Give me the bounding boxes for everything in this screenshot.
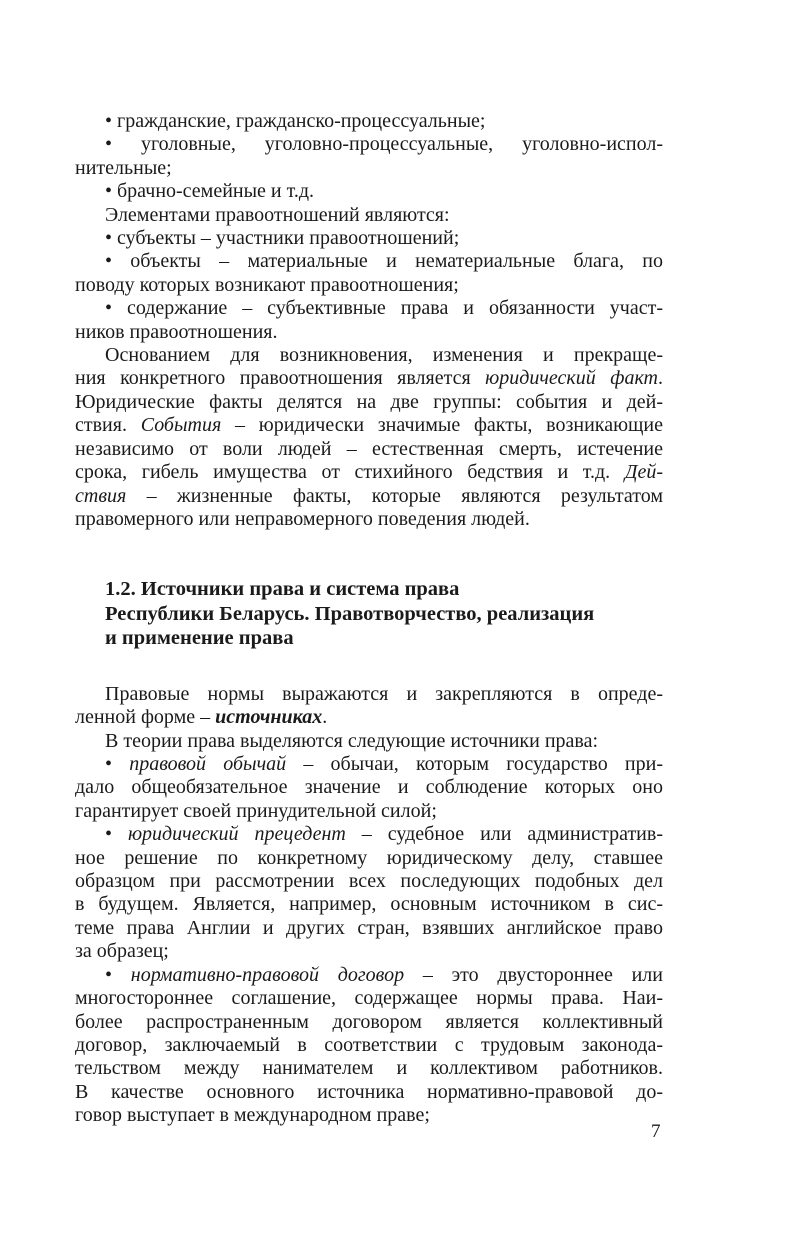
list-item	[75, 297, 663, 344]
text-line: теме права Англии и других стран, взявших английское право	[75, 916, 663, 939]
book-page	[75, 110, 663, 1128]
text-line: Основанием для возникновения, изменения и прекраще-	[105, 344, 663, 367]
term-emphasis: источниках	[215, 706, 323, 729]
text-line: договор, заключаемый в соответствии с трудовым законода-	[75, 1033, 663, 1056]
text-line: правомерного или неправомерного поведения людей.	[75, 507, 530, 530]
text-line: в будущем. Является, например, основным источником в сис-	[75, 893, 663, 916]
text-line: дало общеобязательное значение и соблюдение которых оно	[75, 776, 663, 799]
text-line: ное решение по конкретному юридическому делу, ставшее	[75, 846, 663, 869]
text-line: ния конкретного правоотношения является юридический факт.	[75, 367, 664, 390]
paragraph-line: Элементами правоотношений являются:	[105, 203, 450, 226]
text-line: • правовой обычай – обычаи, которым государство при-	[105, 753, 663, 776]
paragraph-legal-facts	[75, 344, 663, 531]
term-emphasis: нормативно-правовой договор	[130, 963, 405, 986]
term-emphasis: юридический факт	[485, 367, 659, 390]
text-line: Правовые нормы выражаются и закрепляются в опреде-	[105, 682, 663, 705]
paragraph-sources	[75, 683, 663, 730]
text-line: многостороннее соглашение, содержащее нормы права. Наи-	[75, 987, 663, 1010]
text-line: срока, гибель имущества от стихийного бедствия и т.д. Дей-	[75, 461, 663, 484]
term-emphasis: ствия	[75, 484, 127, 507]
text-line: • содержание – субъективные права и обязанности участ-	[105, 297, 663, 320]
heading-line: и применение права	[105, 627, 294, 650]
text-line: более распространенным договором является коллективный	[75, 1010, 663, 1033]
list-item	[75, 964, 663, 1128]
text-line: • брачно-семейные и т.д.	[105, 180, 315, 203]
term-emphasis: юридический прецедент	[127, 823, 346, 846]
list-item	[75, 180, 663, 203]
heading-line: 1.2. Источники права и система права	[105, 578, 460, 601]
text-line: • юридический прецедент – судебное или административ-	[105, 823, 663, 846]
text-line: гарантирует своей принудительной силой;	[75, 799, 437, 822]
text-line: нительные;	[75, 156, 172, 179]
list-item	[75, 227, 663, 250]
paragraph-line: В теории права выделяются следующие источники права:	[105, 729, 599, 752]
text-line: говор выступает в международном праве;	[75, 1104, 430, 1127]
text-line: ников правоотношения.	[75, 320, 278, 343]
term-emphasis: Дей-	[624, 461, 663, 484]
list-item	[75, 133, 663, 180]
list-item	[75, 110, 663, 133]
section-heading	[75, 577, 663, 651]
term-emphasis: События	[140, 414, 222, 437]
text-line: • нормативно-правовой договор – это двустороннее или	[105, 963, 663, 986]
text-line: Юридические факты делятся на две группы: события и дей-	[75, 390, 663, 413]
text-line: ствия – жизненные факты, которые являются результатом	[75, 484, 663, 507]
text-line: • объекты – материальные и нематериальные блага, по	[105, 250, 663, 273]
text-line: В качестве основного источника нормативно-правовой до-	[75, 1080, 663, 1103]
heading-line: Республики Беларусь. Правотворчество, реализация	[105, 602, 595, 625]
text-line: тельством между нанимателем и коллективом работников.	[75, 1057, 663, 1080]
text-line: • субъекты – участники правоотношений;	[105, 227, 460, 250]
text-line: ленной форме – источниках.	[75, 706, 328, 729]
list-item	[75, 823, 663, 963]
text-line: образцом при рассмотрении всех последующих подобных дел	[75, 870, 663, 893]
list-item	[75, 250, 663, 297]
text-line: ствия. События – юридически значимые факты, возникающие	[75, 414, 663, 437]
page-number: 7	[651, 1121, 661, 1142]
text-line: поводу которых возникают правоотношения;	[75, 273, 459, 296]
text-line: • гражданские, гражданско-процессуальные;	[105, 110, 486, 132]
list-item	[75, 753, 663, 823]
text-line: за образец;	[75, 940, 169, 963]
term-emphasis: правовой обычай	[129, 753, 287, 776]
text-line: • уголовные, уголовно-процессуальные, уголовно-испол-	[105, 133, 663, 156]
text-line: независимо от воли людей – естественная смерть, истечение	[75, 437, 663, 460]
